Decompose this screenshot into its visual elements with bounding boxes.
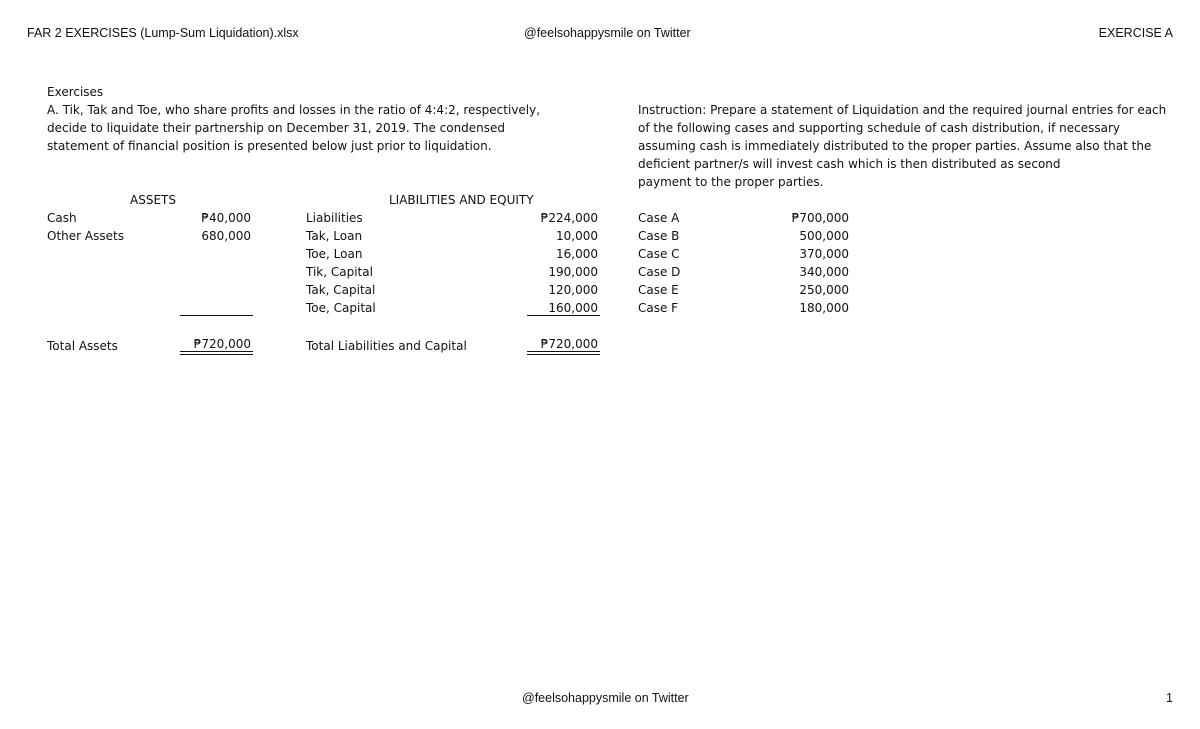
case-label: Case A [638,211,680,225]
liability-label: Tak, Capital [306,283,376,297]
case-label: Case B [638,229,680,243]
liability-label: Toe, Loan [306,247,363,261]
header-credit: @feelsohappysmile on Twitter [524,26,691,40]
total-assets-double-rule [180,351,253,355]
case-label: Case E [638,283,679,297]
case-label: Case D [638,265,681,279]
exercises-heading: Exercises [47,85,104,99]
sheet-name: EXERCISE A [1098,26,1173,40]
total-liabilities-value: ₱720,000 [540,337,598,351]
case-value: 370,000 [799,247,849,261]
asset-value: ₱40,000 [201,211,251,225]
instruction-line-1: Instruction: Prepare a statement of Liquidation and the required journal entries for each [638,103,1167,117]
liability-value: 10,000 [556,229,598,243]
liabilities-subtotal-rule [527,315,600,316]
liability-label: Tak, Loan [306,229,363,243]
exercise-line-3: statement of financial position is presented below just prior to liquidation. [47,139,492,153]
liability-label: Toe, Capital [306,301,376,315]
case-value: 250,000 [799,283,849,297]
asset-label: Other Assets [47,229,124,243]
total-liabilities-double-rule [527,351,600,355]
instruction-line-2: of the following cases and supporting schedule of cash distribution, if necessary [638,121,1120,135]
exercise-line-2: decide to liquidate their partnership on December 31, 2019. The condensed [47,121,506,135]
exercise-line-1: A. Tik, Tak and Toe, who share profits and losses in the ratio of 4:4:2, respectively, [47,103,541,117]
asset-value: 680,000 [201,229,251,243]
asset-label: Cash [47,211,77,225]
liabilities-equity-heading: LIABILITIES AND EQUITY [389,193,534,207]
case-value: ₱700,000 [791,211,849,225]
liability-value: 16,000 [556,247,598,261]
liability-label: Liabilities [306,211,363,225]
assets-heading: ASSETS [130,193,176,207]
liability-value: 190,000 [548,265,598,279]
liability-value: ₱224,000 [540,211,598,225]
case-value: 340,000 [799,265,849,279]
total-liabilities-label: Total Liabilities and Capital [306,339,467,353]
liability-value: 120,000 [548,283,598,297]
case-label: Case F [638,301,679,315]
file-title: FAR 2 EXERCISES (Lump-Sum Liquidation).xlsx [27,26,299,40]
total-assets-value: ₱720,000 [193,337,251,351]
case-label: Case C [638,247,680,261]
page-number: 1 [1166,691,1173,705]
instruction-line-3: assuming cash is immediately distributed to the proper parties. Assume also that the [638,139,1152,153]
case-value: 500,000 [799,229,849,243]
instruction-line-5: payment to the proper parties. [638,175,824,189]
instruction-line-4: deficient partner/s will invest cash which is then distributed as second [638,157,1061,171]
liability-value: 160,000 [548,301,598,315]
liability-label: Tik, Capital [306,265,373,279]
case-value: 180,000 [799,301,849,315]
footer-credit: @feelsohappysmile on Twitter [522,691,689,705]
assets-subtotal-rule [180,315,253,316]
total-assets-label: Total Assets [47,339,118,353]
